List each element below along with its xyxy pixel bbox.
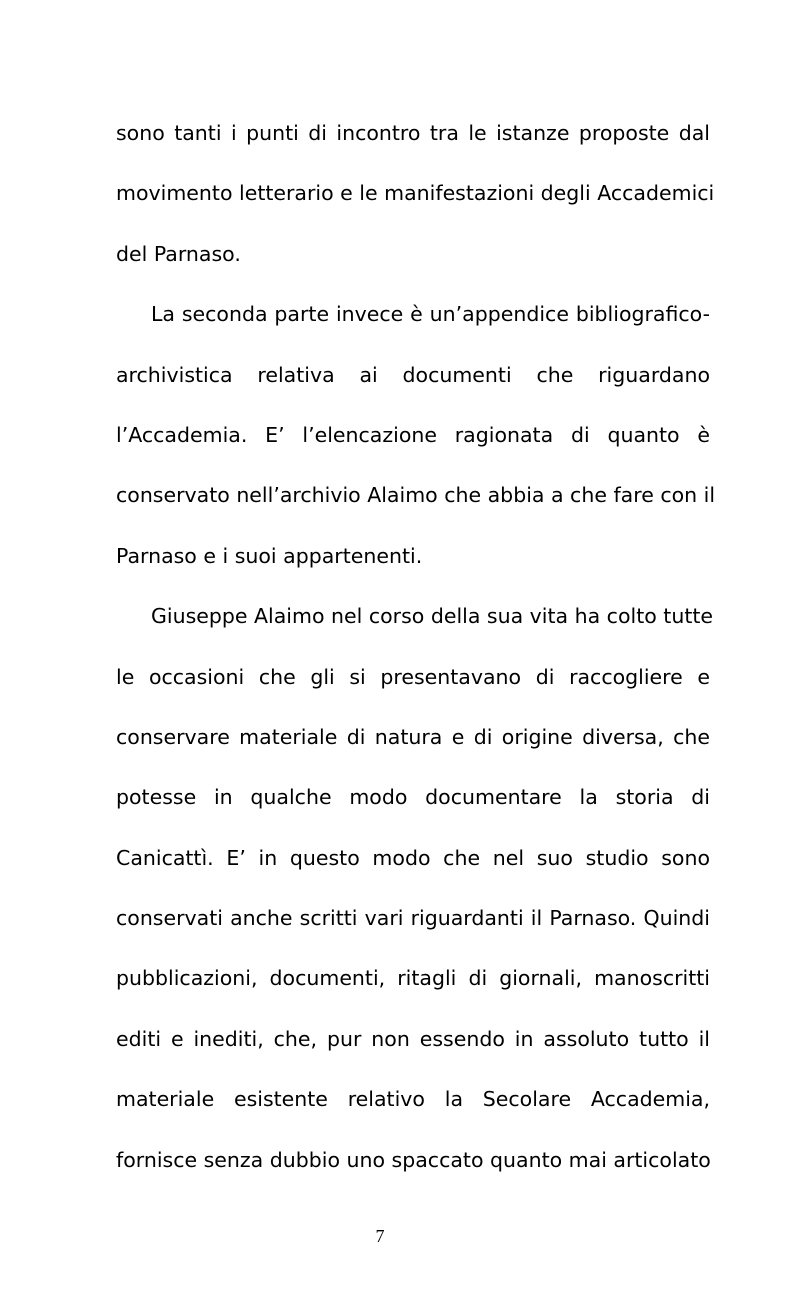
text-line-13: Canicattì. E’ in questo modo che nel suo studio sono (116, 845, 710, 870)
text-line-3: del Parnaso. (116, 241, 241, 266)
text-line-12: potesse in qualche modo documentare la storia di (116, 785, 710, 810)
text-line-11: conservare materiale di natura e di origine diversa, che (116, 724, 710, 749)
page-number: 7 (375, 1226, 385, 1246)
body-text (116, 103, 716, 1190)
text-line-4: La seconda parte invece è un’appendice bibliografico- (151, 302, 710, 327)
text-line-14: conservati anche scritti vari riguardanti il Parnaso. Quindi (116, 906, 710, 931)
text-line-1: sono tanti i punti di incontro tra le istanze proposte dal (116, 121, 710, 145)
text-line-7: conservato nell’archivio Alaimo che abbia a che fare con il (116, 483, 716, 508)
text-line-2: movimento letterario e le manifestazioni degli Accademici (116, 181, 715, 206)
text-line-8: Parnaso e i suoi appartenenti. (116, 543, 423, 568)
text-line-9: Giuseppe Alaimo nel corso della sua vita ha colto tutte (151, 604, 714, 629)
text-line-10: le occasioni che gli si presentavano di raccogliere e (116, 664, 710, 689)
text-line-6: l’Accademia. E’ l’elencazione ragionata di quanto è (116, 422, 710, 447)
text-line-15: pubblicazioni, documenti, ritagli di giornali, manoscritti (116, 966, 710, 991)
text-line-17: materiale esistente relativo la Secolare Accademia, (116, 1087, 710, 1112)
text-line-5: archivistica relativa ai documenti che riguardano (116, 362, 710, 387)
text-line-18: fornisce senza dubbio uno spaccato quanto mai articolato (116, 1147, 711, 1172)
text-line-16: editi e inediti, che, pur non essendo in assoluto tutto il (116, 1026, 710, 1051)
